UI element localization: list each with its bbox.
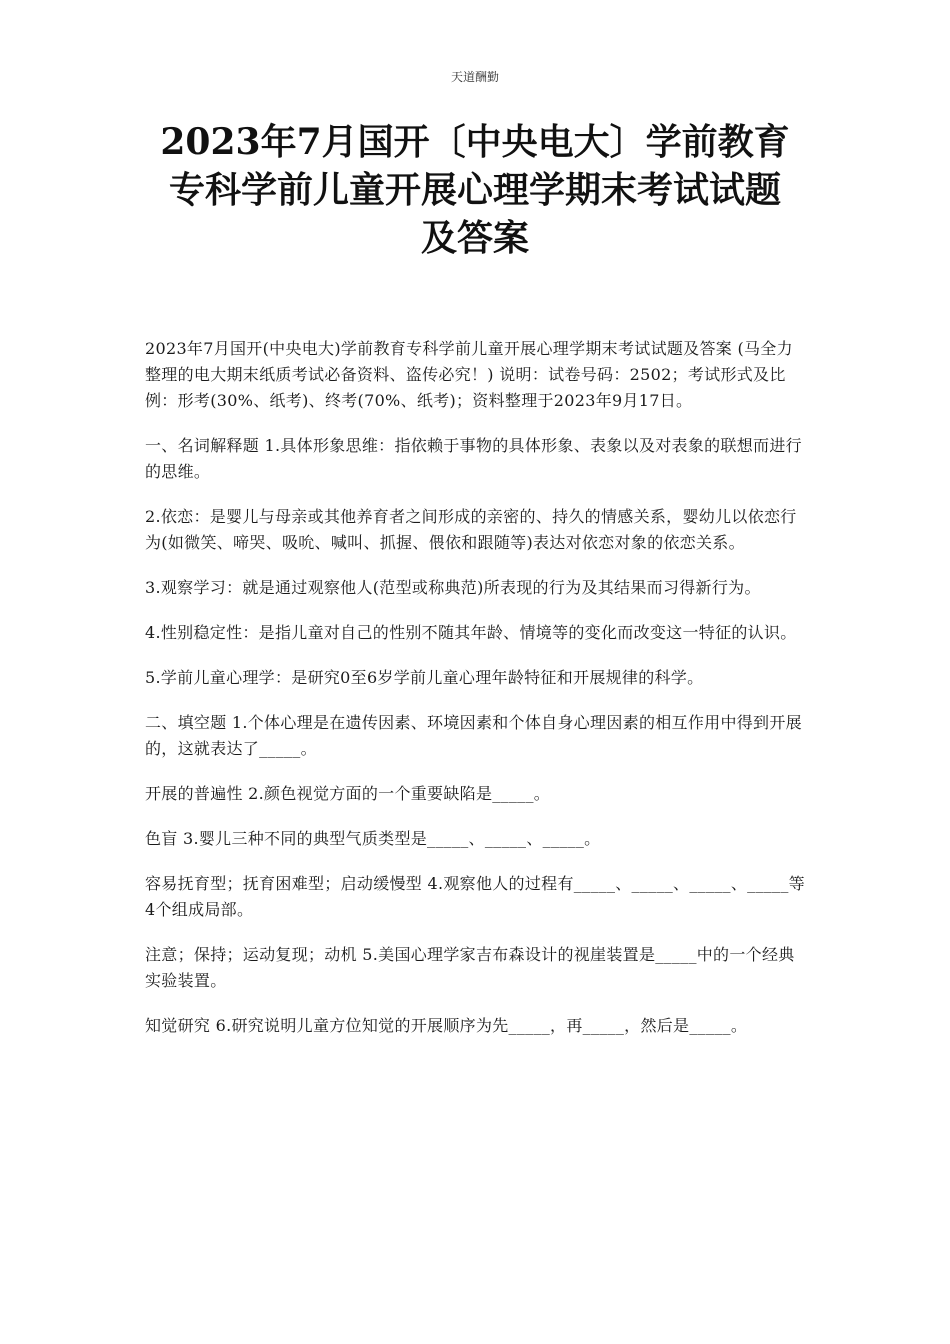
fill-blank-4: 容易抚育型；抚育困难型；启动缓慢型 4.观察他人的过程有_____、_____、_____、_____等4个组成局部。: [145, 874, 805, 919]
fill-blank-3: 色盲 3.婴儿三种不同的典型气质类型是_____、_____、_____。: [145, 829, 601, 848]
title-line-2: 专科学前儿童开展心理学期末考试试题: [168, 169, 781, 211]
fill-blank-6: 知觉研究 6.研究说明儿童方位知觉的开展顺序为先_____，再_____，然后是_____。: [145, 1016, 748, 1035]
fill-blank-2: 开展的普遍性 2.颜色视觉方面的一个重要缺陷是_____。: [145, 784, 551, 803]
definition-3: 3.观察学习：就是通过观察他人(范型或称典范)所表现的行为及其结果而习得新行为。: [145, 578, 761, 597]
header-mark: 天道酬勤: [450, 70, 499, 84]
definition-1: 一、名词解释题 1.具体形象思维：指依赖于事物的具体形象、表象以及对表象的联想而进行的思维。: [145, 436, 802, 481]
fill-blank-1: 二、填空题 1.个体心理是在遗传因素、环境因素和个体自身心理因素的相互作用中得到开展的，这就表达了_____。: [145, 713, 802, 758]
title-line-3: 及答案: [420, 217, 529, 259]
title-line-1: 2023年7月国开〔中央电大〕学前教育: [160, 121, 790, 163]
document-body: [145, 336, 807, 1058]
document-title: [120, 118, 830, 262]
fill-blank-5: 注意；保持；运动复现；动机 5.美国心理学家吉布森设计的视崖装置是_____中的一个经典实验装置。: [145, 945, 795, 990]
definition-2: 2.依恋：是婴儿与母亲或其他养育者之间形成的亲密的、持久的情感关系，婴幼儿以依恋行为(如微笑、啼哭、吸吮、喊叫、抓握、偎依和跟随等)表达对依恋对象的依恋关系。: [145, 507, 797, 552]
intro-paragraph: 2023年7月国开(中央电大)学前教育专科学前儿童开展心理学期末考试试题及答案 (马全力整理的电大期末纸质考试必备资料、盗传必究！) 说明：试卷号码：2502；考试形式及比例：形考(30%、纸考)、终考(70%、纸考)；资料整理于2023年9月17日。: [145, 339, 793, 410]
definition-5: 5.学前儿童心理学：是研究0至6岁学前儿童心理年龄特征和开展规律的科学。: [145, 668, 704, 687]
definition-4: 4.性别稳定性：是指儿童对自己的性别不随其年龄、情境等的变化而改变这一特征的认识。: [145, 623, 797, 642]
